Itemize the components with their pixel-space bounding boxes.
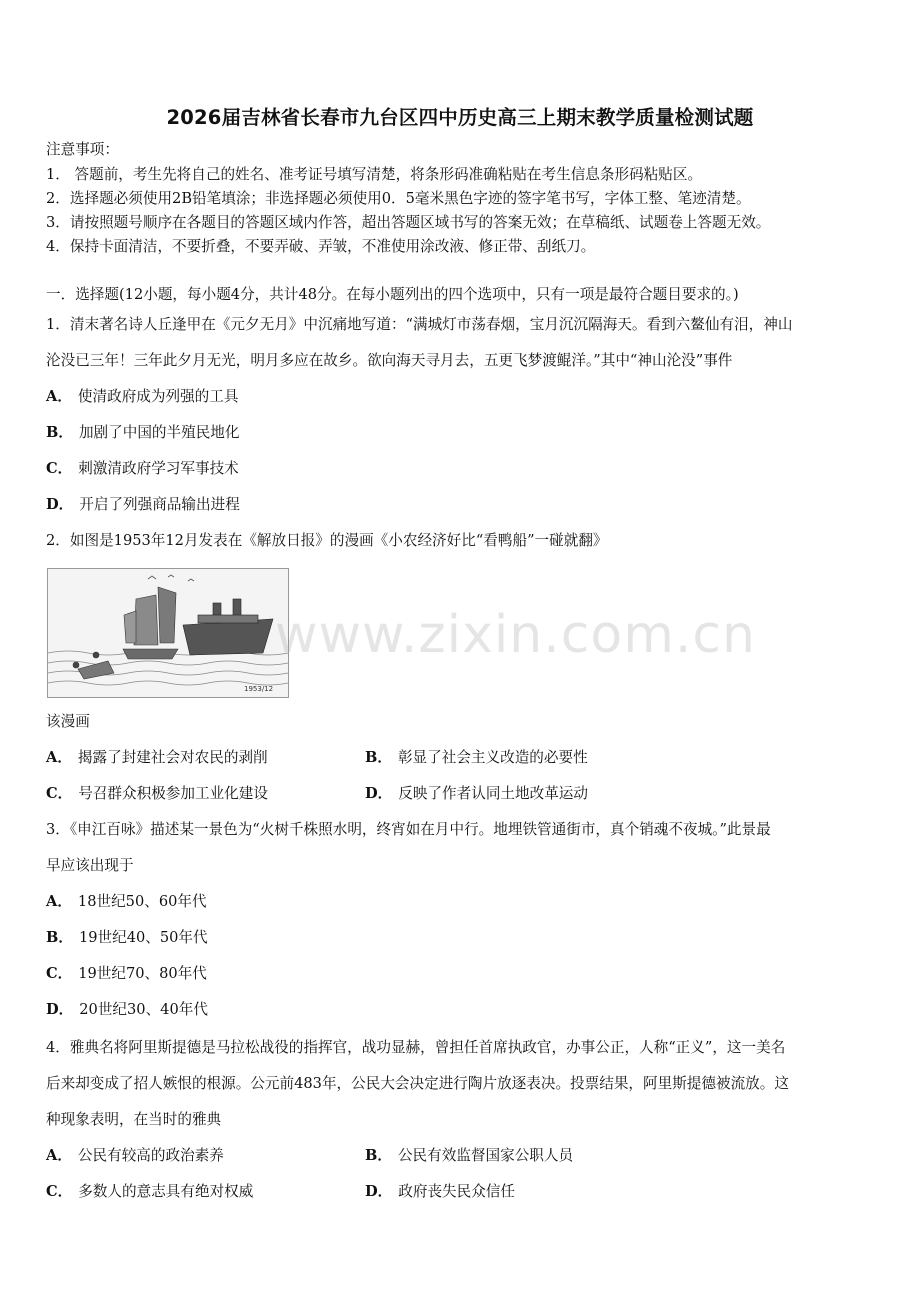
cartoon-drawing bbox=[48, 569, 288, 697]
q2-option-c: C． 号召群众积极参加工业化建设 bbox=[46, 785, 268, 802]
q1-stem-line1: 1．清末著名诗人丘逢甲在《元夕无月》中沉痛地写道：“满城灯市荡春烟，宝月沉沉隔海天。看到六鳌仙有泪，神山 bbox=[46, 316, 793, 333]
q3-option-a: A． 18世纪50、60年代 bbox=[46, 893, 207, 910]
q3-stem-line2: 早应该出现于 bbox=[46, 857, 134, 874]
q2-option-b: B． 彰显了社会主义改造的必要性 bbox=[365, 749, 588, 766]
q4-stem-line3: 种现象表明，在当时的雅典 bbox=[46, 1111, 222, 1128]
note-item-2: 2．选择题必须使用2B铅笔填涂；非选择题必须使用0．5毫米黑色字迹的签字笔书写，字体工整、笔迹清楚。 bbox=[46, 190, 751, 207]
page-title: 2026届吉林省长春市九台区四中历史高三上期末教学质量检测试题 bbox=[166, 106, 754, 129]
q3-stem-line1: 3．《申江百咏》描述某一景色为“火树千株照水明，终宵如在月中行。地埋铁管通街市，真个销魂不夜城。”此景最 bbox=[46, 821, 771, 838]
q2-option-a: A． 揭露了封建社会对农民的剥削 bbox=[46, 749, 268, 766]
cartoon-image bbox=[47, 568, 289, 698]
q3-option-d: D． 20世纪30、40年代 bbox=[46, 1001, 208, 1018]
q2-stem-line1: 2．如图是1953年12月发表在《解放日报》的漫画《小农经济好比“看鸭船”一碰就翻》 bbox=[46, 532, 608, 549]
note-item-1: 1． 答题前，考生先将自己的姓名、准考证号填写清楚，将条形码准确粘贴在考生信息条形码粘贴区。 bbox=[46, 166, 703, 183]
q4-stem-line1: 4．雅典名将阿里斯提德是马拉松战役的指挥官，战功显赫，曾担任首席执政官，办事公正，人称“正义”，这一美名 bbox=[46, 1039, 786, 1056]
q1-option-c: C． 刺激清政府学习军事技术 bbox=[46, 460, 239, 477]
q4-option-a: A． 公民有较高的政治素养 bbox=[46, 1147, 224, 1164]
watermark: www.zixin.com.cn bbox=[275, 605, 756, 665]
q1-option-a: A． 使清政府成为列强的工具 bbox=[46, 388, 239, 405]
notes-heading: 注意事项： bbox=[46, 141, 119, 158]
q3-option-b: B． 19世纪40、50年代 bbox=[46, 929, 208, 946]
q4-option-d: D． 政府丧失民众信任 bbox=[365, 1183, 516, 1200]
q2-stem-line2: 该漫画 bbox=[46, 713, 90, 730]
q1-stem-line2: 沦没已三年！三年此夕月无光，明月多应在故乡。欲向海天寻月去，五更飞梦渡鲲洋。”其中“神山沦没”事件 bbox=[46, 352, 733, 369]
note-item-3: 3．请按照题号顺序在各题目的答题区域内作答，超出答题区域书写的答案无效；在草稿纸、试题卷上答题无效。 bbox=[46, 214, 771, 231]
cartoon-date: 1953/12 bbox=[244, 685, 274, 693]
q3-option-c: C． 19世纪70、80年代 bbox=[46, 965, 207, 982]
note-item-4: 4．保持卡面清洁，不要折叠，不要弄破、弄皱，不准使用涂改液、修正带、刮纸刀。 bbox=[46, 238, 596, 255]
q1-option-d: D． 开启了列强商品输出进程 bbox=[46, 496, 240, 513]
q1-option-b: B． 加剧了中国的半殖民地化 bbox=[46, 424, 240, 441]
q4-option-b: B． 公民有效监督国家公职人员 bbox=[365, 1147, 574, 1164]
q4-option-c: C． 多数人的意志具有绝对权威 bbox=[46, 1183, 254, 1200]
section-heading: 一．选择题(12小题，每小题4分，共计48分。在每小题列出的四个选项中，只有一项是最符合题目要求的。) bbox=[46, 286, 739, 303]
q4-stem-line2: 后来却变成了招人嫉恨的根源。公元前483年，公民大会决定进行陶片放逐表决。投票结果，阿里斯提德被流放。这 bbox=[46, 1075, 789, 1092]
q2-option-d: D． 反映了作者认同土地改革运动 bbox=[365, 785, 588, 802]
